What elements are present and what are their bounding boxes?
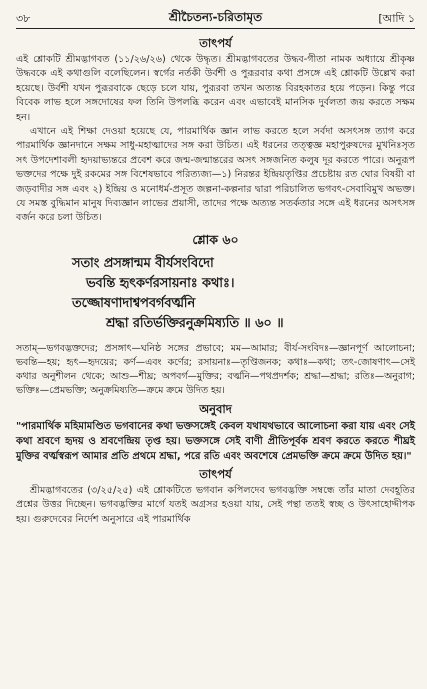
page-header xyxy=(16,6,415,29)
word-synonyms: সতাম্—ভগবদ্ভক্তদের; প্রসঙ্গাৎ—ঘনিষ্ঠ সঙ্গের প্রভাবে; মম—আমার; বীর্য-সংবিদঃ—জ্ঞানপূর্ণ আলোচনা; ভবন্তি—হয়; হৃৎ—হৃদয়ের; কর্ণ—এবং কর্ণের; রসায়নাঃ—তৃপ্তিজনক; কথাঃ—কথা; তৎ-জোষণাৎ—সেই কথার অনুশীলন থেকে; আশু—শীঘ্র; অপবর্গ—মুক্তির; বর্ত্মনি—পথপ্রদর্শক; শ্রদ্ধা—শ্রদ্ধা; রতিঃ—অনুরাগ; ভক্তিঃ—প্রেমভক্তি; অনুক্রমিষ্যতি—ক্রমে ক্রমে উদিত হয়। xyxy=(16,342,415,397)
verse-line: শ্রদ্ধা রতির্ভক্তিরনুক্রমিষ্যতি ॥ ৬০ ॥ xyxy=(106,315,284,331)
verse-line: ভবন্তি হৃৎকর্ণরসায়নাঃ কথাঃ। xyxy=(86,275,235,291)
running-title: শ্রীচৈতন্য-চরিতামৃত xyxy=(168,10,263,24)
section-marker: [আদি ১ xyxy=(378,12,415,25)
purport-paragraph-2: এখানে এই শিক্ষা দেওয়া হয়েছে যে, পারমার্থিক জ্ঞান লাভ করতে হলে সর্বদা অসৎসঙ্গ ত্যাগ করে পারমার্থিক জ্ঞানদানে সক্ষম সাধু-মহাত্মাদের সঙ্গ করা উচিত। এই ধরনের তত্ত্বজ্ঞ মহাপুরুষদের মুখনিঃসৃত সৎ উপদেশাবলী হৃদয়াভ্যন্তরে প্রবেশ করে জন্ম-জন্মান্তরের অসৎ সঙ্গজনিত কলুষ দূর করতে পারে। অনুরূপ ভক্তদের পক্ষে দুই রকমের সঙ্গ বিশেষভাবে পরিত্যজ্য—১) নিরন্তর ইন্দ্রিয়তৃপ্তির প্রচেষ্টায় রত ঘোর বিষয়ী বা জড়বাদীর সঙ্গ এবং ২) ইন্দ্রিয় ও মনোধর্ম-প্রসূত জল্পনা-কল্পনার দ্বারা পরিচালিত ভগবৎ-সেবাবিমুখ অভক্ত। যে সমস্ত বুদ্ধিমান মানুষ দিব্যজ্ঞান লাভের প্রয়াসী, তাদের পক্ষে অত্যন্ত সতর্কতার সঙ্গে এই ধরনের অসৎসঙ্গ বর্জন করে চলা উচিত। xyxy=(16,126,415,224)
verse-line: সতাং প্রসঙ্গান্মম বীর্যসংবিদো xyxy=(72,255,214,271)
purport-heading-2: তাৎপর্য xyxy=(199,466,232,481)
verse-title: শ্লোক ৬০ xyxy=(192,231,239,247)
purport-paragraph-3: শ্রীমদ্ভাগবতের (৩/২৫/২৫) এই শ্লোকটিতে ভগবান কপিলদেব ভগবদ্ভক্তি সম্বন্ধে তাঁর মাতা দেবহূতির প্রশ্নের উত্তর দিচ্ছেন। ভগবদ্ভক্তির মার্গে যতই অগ্রসর হওয়া যায়, সেই পন্থা ততই স্বচ্ছ ও উৎসাহোদ্দীপক হয়। গুরুদেবের নির্দেশ অনুসারে এই পারমার্থিক xyxy=(16,484,415,525)
translation-text: "পারমার্থিক মহিমামণ্ডিত ভগবানের কথা ভক্তসঙ্গেই কেবল যথাযথভাবে আলোচনা করা যায় এবং সেই কথা শ্রবণে হৃদয় ও শ্রবণেন্দ্রিয় তৃপ্ত হয়। ভক্তসঙ্গে সেই বাণী প্রীতিপূর্বক শ্রবণ করতে করতে শীঘ্রই মুক্তির বর্ত্মস্বরূপ আমার প্রতি প্রথমে শ্রদ্ধা, পরে রতি এবং অবশেষে প্রেমভক্তি ক্রমে ক্রমে উদিত হয়।" xyxy=(16,420,415,462)
purport-paragraph-1: এই শ্লোকটি শ্রীমদ্ভাগবত (১১/২৬/২৬) থেকে উদ্ধৃত। শ্রীমদ্ভাগবতের উদ্ধব-গীতা নামক অধ্যায়ে শ্রীকৃষ্ণ উদ্ধবকে এই কথাগুলি বলেছিলেন। স্বর্গের নর্তকী উর্বশী ও পুরূরবার কথা প্রসঙ্গে এই শ্লোকটি উল্লেখ করা হয়েছে। উর্বশী যখন পুরূরবাকে ছেড়ে চলে যায়, পুরূরবা তখন অত্যন্ত বিরহকাতর হয়ে পড়েন। কিন্তু পরে বিবেক লাভ হলে সঙ্গদোষের ফল তিনি উপলব্ধি করেন এবং এভাবেই মানসিক দুর্বলতা জয় করতে সক্ষম হন। xyxy=(16,54,415,123)
translation-heading: অনুবাদ xyxy=(199,401,232,416)
page-number: ৩৮ xyxy=(16,12,31,25)
verse-text xyxy=(16,254,415,334)
verse-line: তজ্জোষণাদাশ্বপবর্গবর্ত্মনি xyxy=(72,295,196,311)
purport-heading: তাৎপর্য xyxy=(199,36,232,50)
